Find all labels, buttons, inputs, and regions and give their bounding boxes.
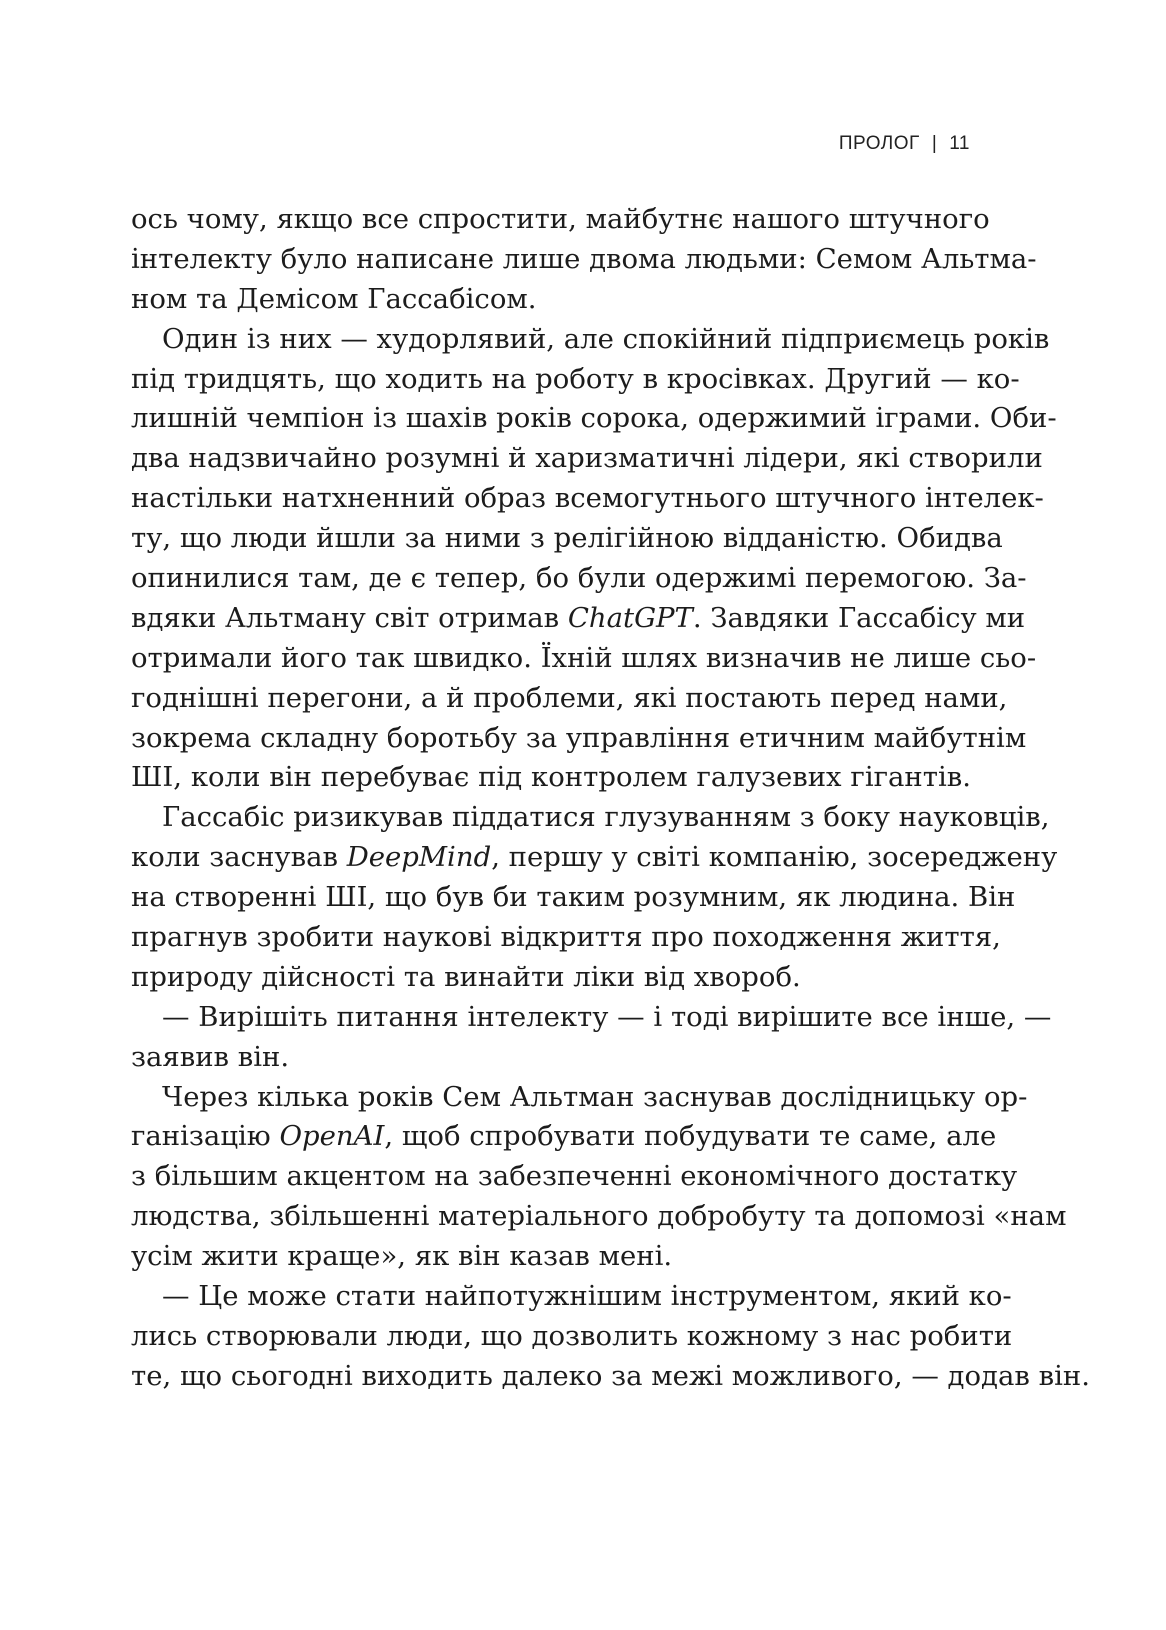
text-line: те, що сьогодні виходить далеко за межі можливого, — додав він.	[131, 1359, 1090, 1392]
text-line: опинилися там, де є тепер, бо були одержимі перемогою. За-	[131, 562, 1027, 595]
header-separator: |	[931, 133, 938, 154]
text-line: ШІ, коли він перебуває під контролем галузевих гігантів.	[131, 761, 971, 794]
text-line: — Вирішіть питання інтелекту — і тоді вирішите все інше, —	[162, 1000, 1052, 1033]
text-segment: вдяки Альтману світ отримав	[131, 601, 568, 634]
text-line-with-italic	[131, 838, 1058, 878]
paragraph	[131, 798, 1058, 997]
text-segment: , щоб спробувати побудувати те саме, але	[384, 1120, 997, 1153]
text-line: на створенні ШІ, що був би таким розумним, як людина. Він	[131, 881, 1016, 914]
text-line: заявив він.	[131, 1040, 290, 1073]
text-line: лись створювали люди, що дозволить кожному з нас робити	[131, 1319, 1013, 1352]
dialogue-paragraph	[131, 1277, 1090, 1397]
text-line: Один із них — худорлявий, але спокійний підприємець років	[162, 322, 1050, 355]
text-line: Гассабіс ризикував піддатися глузуванням з боку науковців,	[162, 801, 1050, 834]
text-line: ном та Демісом Гассабісом.	[131, 282, 537, 315]
paragraph	[131, 200, 1037, 320]
text-line: — Це може стати найпотужнішим інструментом, який ко-	[162, 1280, 1012, 1313]
text-line: природу дійсності та винайти ліки від хвороб.	[131, 960, 801, 993]
dialogue-paragraph	[131, 998, 1052, 1078]
text-line: ось чому, якщо все спростити, майбутнє нашого штучного	[131, 203, 990, 235]
text-line: інтелекту було написане лише двома людьми: Семом Альтма-	[131, 242, 1037, 275]
text-segment: , першу у світі компанію, зосереджену	[491, 841, 1058, 874]
text-line: настільки натхненний образ всемогутнього штучного інтелек-	[131, 482, 1044, 515]
text-line: годнішні перегони, а й проблеми, які постають перед нами,	[131, 681, 1008, 714]
italic-term: OpenAI	[279, 1120, 385, 1153]
text-line: лишній чемпіон із шахів років сорока, одержимий іграми. Оби-	[131, 402, 1057, 435]
text-line: отримали його так швидко. Їхній шлях визначив не лише сьо-	[131, 641, 1037, 674]
text-segment: ганізацію	[131, 1120, 280, 1153]
text-line: ту, що люди йшли за ними з релігійною відданістю. Обидва	[131, 522, 1003, 555]
text-segment: . Завдяки Гассабісу ми	[692, 601, 1026, 634]
text-line: під тридцять, що ходить на роботу в кросівках. Другий — ко-	[131, 362, 1020, 395]
body-text	[131, 200, 1090, 1397]
text-line: два надзвичайно розумні й харизматичні лідери, які створили	[131, 442, 1043, 475]
italic-term: ChatGPT	[567, 601, 693, 634]
running-head	[839, 133, 970, 155]
text-line: з більшим акцентом на забезпеченні економічного достатку	[131, 1160, 1018, 1193]
italic-term: DeepMind	[346, 841, 492, 874]
text-segment: коли заснував	[131, 841, 347, 874]
paragraph	[131, 1078, 1067, 1277]
paragraph	[131, 320, 1057, 799]
page-number: 11	[949, 133, 970, 154]
text-line-with-italic	[131, 1117, 997, 1157]
text-line: людства, збільшенні матеріального добробуту та допомозі «нам	[131, 1200, 1067, 1233]
text-line: Через кілька років Сем Альтман заснував дослідницьку ор-	[162, 1080, 1028, 1113]
text-line-with-italic	[131, 599, 1026, 639]
text-line: зокрема складну боротьбу за управління етичним майбутнім	[131, 721, 1027, 754]
text-line: усім жити краще», як він казав мені.	[131, 1240, 673, 1273]
text-line: прагнув зробити наукові відкриття про походження життя,	[131, 921, 1001, 954]
section-title: ПРОЛОГ	[838, 133, 920, 154]
